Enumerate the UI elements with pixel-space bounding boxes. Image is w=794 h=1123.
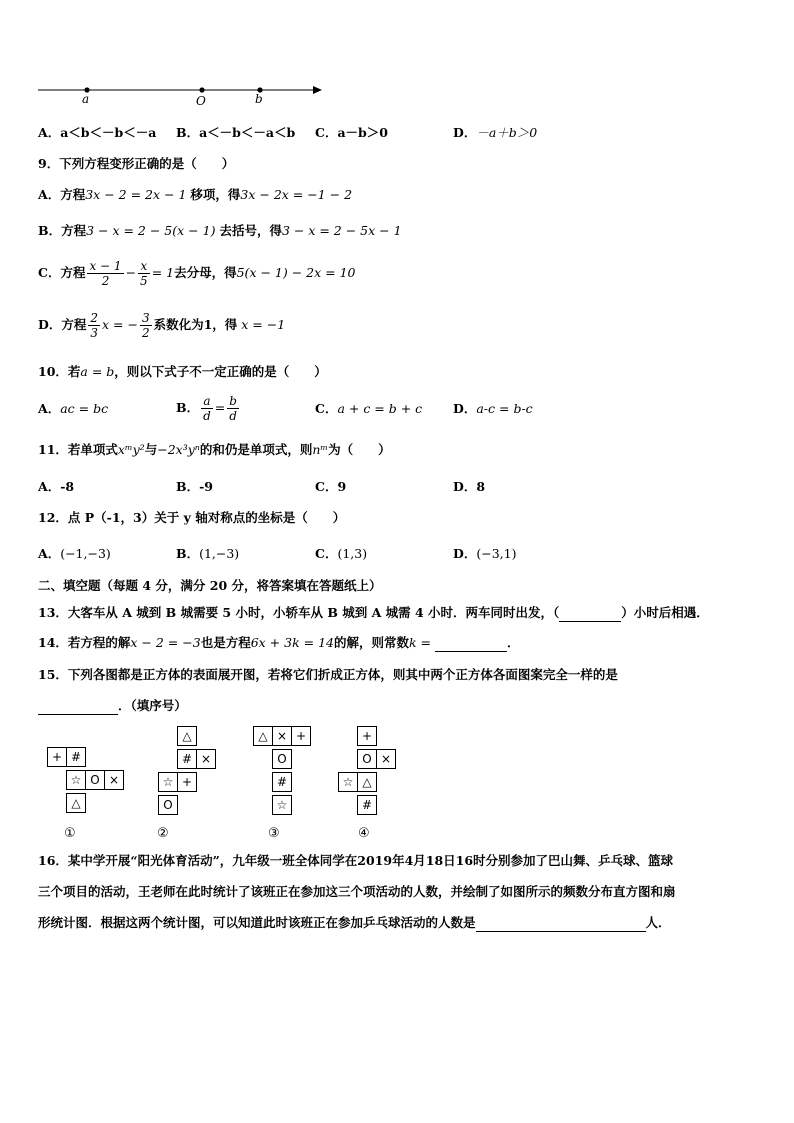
net3-face: ☆ — [272, 795, 292, 815]
q16-answer-blank[interactable] — [476, 917, 646, 932]
q15-answer-blank[interactable] — [38, 700, 118, 715]
q16-line-2: 三个项目的活动，王老师在此时统计了该班正在参加这三个项活动的人数，并绘制了如图所示的频数分布直方图和扇 — [38, 884, 676, 899]
q13-answer-blank[interactable] — [559, 607, 621, 622]
net2-label: ② — [157, 826, 169, 841]
net4-face: × — [376, 749, 396, 769]
q16-line-1: 16．某中学开展“阳光体育活动”，九年级一班全体同学在2019年4月18日16时分别参加了巴山舞、乒乓球、篮球 — [38, 853, 674, 868]
q10-option-d: D．a-c = b-c — [453, 401, 533, 416]
net3-face: × — [272, 726, 292, 746]
q11-option-c: C．9 — [315, 479, 347, 494]
q9-option-b: B．方程3 − x = 2 − 5(x − 1) 去括号，得3 − x = 2 − 5x − 1 — [38, 223, 402, 238]
q12-option-c: C．(1,3) — [315, 546, 368, 561]
q16-line-3: 形统计图．根据这两个统计图，可以知道此时该班正在参加乒乓球活动的人数是 人． — [38, 915, 671, 930]
q8-option-b: B．a＜－b＜－a＜b — [176, 125, 296, 140]
q14-text: 14．若方程的解x − 2 = −3也是方程6x + 3k = 14的解，则常数k = ． — [38, 635, 520, 650]
net3-face: # — [272, 772, 292, 792]
q11-option-d: D．8 — [453, 479, 486, 494]
q9-option-c: C．方程 $\frac{x - 1}{2}$ − $\frac{x}{5}$ = 1去分母，得5(x − 1) − 2x = 10 — [38, 259, 356, 288]
q10-option-a: A．ac = bc — [38, 401, 109, 416]
q14-answer-blank[interactable] — [435, 637, 507, 652]
q8-option-d: D．－a＋b＞0 — [453, 125, 538, 140]
q9-option-a: A．方程3x − 2 = 2x − 1 移项，得3x − 2x = −1 − 2 — [38, 187, 353, 202]
number-line-label-b: b — [255, 92, 263, 106]
net4-face: + — [357, 726, 377, 746]
section-heading: 二、填空题（每题 4 分，满分 20 分，将答案填在答题纸上） — [38, 578, 382, 593]
net1-face: O — [85, 770, 105, 790]
q13-text: 13．大客车从 A 城到 B 城需要 5 小时，小轿车从 B 城到 A 城需 4 小时．两车同时出发，（ ）小时后相遇． — [38, 605, 709, 620]
net1-face: × — [104, 770, 124, 790]
net2-face: △ — [177, 726, 197, 746]
q11-option-b: B．-9 — [176, 479, 213, 494]
number-line-label-a: a — [82, 92, 90, 106]
number-line-label-origin: O — [196, 94, 206, 108]
net2-face: + — [177, 772, 197, 792]
net4-face: ☆ — [338, 772, 358, 792]
q15-stem: 15．下列各图都是正方体的表面展开图，若将它们折成正方体，则其中两个正方体各面图案完全一样的是 — [38, 667, 618, 682]
number-line — [36, 80, 336, 110]
net1-face: △ — [66, 793, 86, 813]
net1-face: + — [47, 747, 67, 767]
net1-face: ☆ — [66, 770, 86, 790]
q9-stem: 9．下列方程变形正确的是（ ） — [38, 156, 235, 171]
net3-face: O — [272, 749, 292, 769]
q12-stem: 12．点 P（-1，3）关于 y 轴对称点的坐标是（ ） — [38, 510, 346, 525]
net3-face: + — [291, 726, 311, 746]
q10-option-b: B． $\frac{a}{d}$ = $\frac{b}{d}$ — [176, 394, 237, 423]
q8-option-c: C．a－b＞0 — [315, 125, 388, 140]
net3-label: ③ — [268, 826, 280, 841]
q12-option-a: A．(−1,−3) — [38, 546, 111, 561]
q12-option-d: D．(−3,1) — [453, 546, 517, 561]
net2-face: ☆ — [158, 772, 178, 792]
q11-option-a: A．-8 — [38, 479, 75, 494]
net1-face: # — [66, 747, 86, 767]
q10-option-c: C．a + c = b + c — [315, 401, 423, 416]
net2-face: × — [196, 749, 216, 769]
net1-label: ① — [64, 826, 76, 841]
net2-face: O — [158, 795, 178, 815]
net2-face: # — [177, 749, 197, 769]
q12-option-b: B．(1,−3) — [176, 546, 240, 561]
q11-stem: 11．若单项式xᵐy²与−2x³yⁿ的和仍是单项式，则nᵐ为（ ） — [38, 442, 391, 457]
q9-option-d: D．方程 $\frac{2}{3}$ x = − $\frac{3}{2}$ 系数化为1，得 x = −1 — [38, 311, 286, 340]
net4-face: △ — [357, 772, 377, 792]
q10-stem: 10．若a = b，则以下式子不一定正确的是（ ） — [38, 364, 327, 379]
net4-face: O — [357, 749, 377, 769]
net3-face: △ — [253, 726, 273, 746]
q8-option-a: A．a＜b＜－b＜－a — [38, 125, 157, 140]
net4-face: # — [357, 795, 377, 815]
net4-label: ④ — [358, 826, 370, 841]
q15-answer-line: ．（填序号） — [38, 697, 187, 715]
